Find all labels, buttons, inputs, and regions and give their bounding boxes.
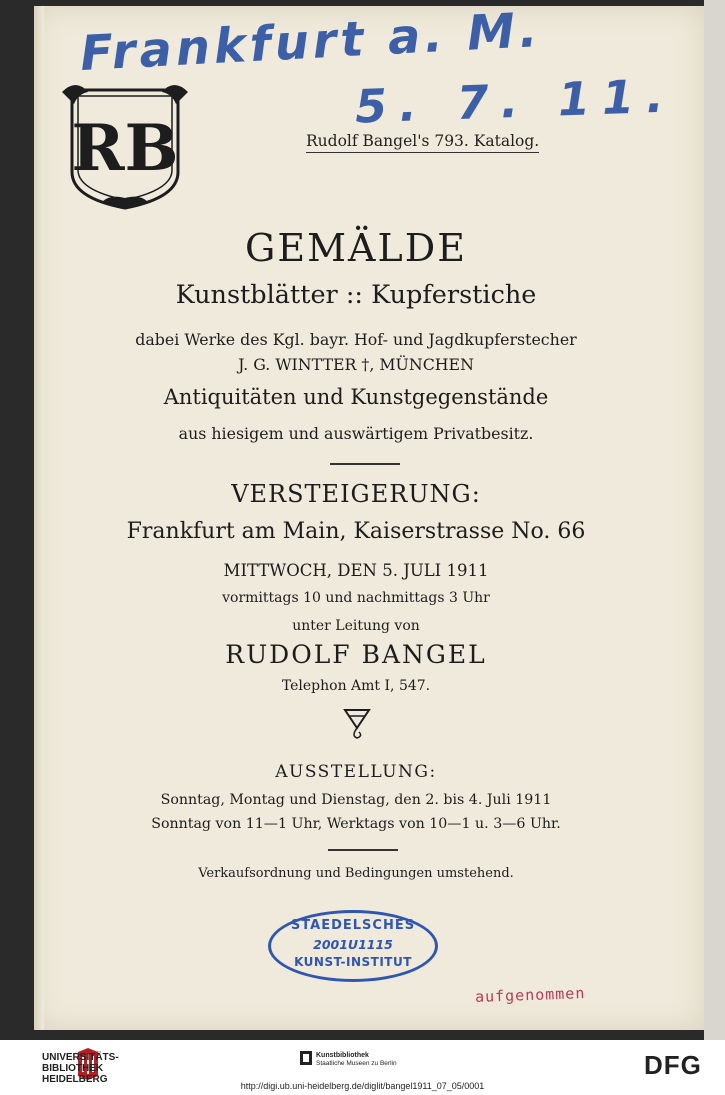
- exhibition-hours: Sonntag von 11—1 Uhr, Werktags von 10—1 u. 3—6 Uhr.: [151, 816, 561, 832]
- auctioneer-name: RUDOLF BANGEL: [225, 640, 487, 669]
- rb-monogram-logo: [62, 82, 188, 210]
- university-name-line: HEIDELBERG: [42, 1074, 108, 1085]
- title-line-antiques: Antiquitäten und Kunstgegenstände: [163, 385, 549, 409]
- auction-phone: Telephon Amt I, 547.: [281, 678, 431, 694]
- dfg-logo: DFG: [644, 1050, 702, 1080]
- stamp-top-text: STAEDELSCHES: [290, 918, 416, 933]
- page-url[interactable]: http://digi.ub.uni-heidelberg.de/diglit/bangel1911_07_05/0001: [240, 1081, 485, 1091]
- terms-note: Verkaufsordnung und Bedingungen umstehend.: [198, 866, 514, 881]
- exhibition-days: Sonntag, Montag und Dienstag, den 2. bis 4. Juli 1911: [160, 792, 552, 808]
- title-main: GEMÄLDE: [245, 226, 467, 270]
- exhibition-heading: AUSSTELLUNG:: [275, 762, 437, 782]
- auction-place: Frankfurt am Main, Kaiserstrasse No. 66: [126, 519, 586, 544]
- handwritten-place: Frankfurt a. M.: [78, 1, 543, 83]
- divider: [328, 849, 398, 851]
- auction-lead: unter Leitung von: [292, 618, 420, 634]
- staedel-stamp: [268, 910, 438, 982]
- handwritten-date: 5. 7. 11.: [354, 68, 677, 134]
- auction-date: MITTWOCH, DEN 5. JULI 1911: [223, 561, 489, 580]
- kunstbibliothek-label: [316, 1052, 397, 1068]
- title-line-provenance: aus hiesigem und auswärtigem Privatbesitz.: [178, 424, 534, 443]
- library-subtitle: Staatliche Museen zu Berlin: [316, 1060, 397, 1067]
- auction-times: vormittags 10 und nachmittags 3 Uhr: [222, 590, 490, 606]
- stamp-number: 2001U1115: [313, 937, 393, 952]
- title-line-engraver: J. G. WINTTER †, MÜNCHEN: [238, 355, 474, 374]
- divider: [330, 463, 400, 465]
- ornament-icon: [343, 708, 371, 740]
- monogram-letters: RB: [71, 111, 179, 186]
- stamp-bottom-text: KUNST-INSTITUT: [294, 955, 412, 969]
- university-name-line: BIBLIOTHEK: [42, 1063, 104, 1074]
- red-stamp: aufgenommen: [474, 984, 586, 1006]
- university-name-line: UNIVERSITÄTS-: [42, 1052, 119, 1063]
- library-title: Kunstbibliothek: [316, 1052, 369, 1059]
- binding-edge: [34, 6, 44, 1030]
- catalog-number: Rudolf Bangel's 793. Katalog.: [306, 132, 539, 153]
- footer-bar: [0, 1040, 725, 1095]
- adjacent-page-edge: [704, 0, 725, 1040]
- kunstbibliothek-logo-icon: [300, 1051, 312, 1065]
- title-sub: Kunstblätter :: Kupferstiche: [175, 280, 537, 310]
- auction-heading: VERSTEIGERUNG:: [231, 480, 481, 508]
- title-line-works: dabei Werke des Kgl. bayr. Hof- und Jagdkupferstecher: [135, 330, 577, 349]
